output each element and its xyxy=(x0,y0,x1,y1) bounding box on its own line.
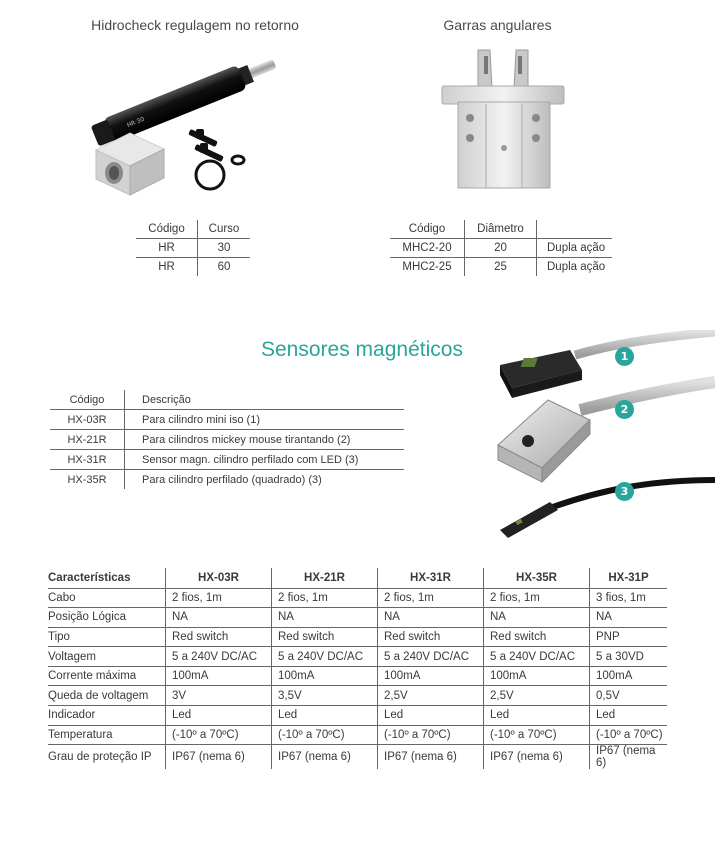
spec-cell: Led xyxy=(484,706,590,726)
spec-cell: Led xyxy=(378,706,484,726)
col-codigo: Código xyxy=(50,390,125,410)
spec-cell: 100mA xyxy=(166,666,272,686)
spec-cell: IP67 (nema 6) xyxy=(484,745,590,770)
col-tipo xyxy=(537,220,613,238)
spec-cell: (-10º a 70ºC) xyxy=(484,725,590,745)
cell: HX-31R xyxy=(50,450,125,470)
spec-cell: 100mA xyxy=(590,666,668,686)
badge-1: 1 xyxy=(615,347,634,366)
spec-row xyxy=(48,666,667,686)
spec-cell: 3V xyxy=(166,686,272,706)
spec-cell: Red switch xyxy=(484,627,590,647)
badge-3: 3 xyxy=(615,482,634,501)
spec-cell: Led xyxy=(590,706,668,726)
spec-cell: Led xyxy=(166,706,272,726)
spec-cell: 2 fios, 1m xyxy=(378,588,484,608)
spec-cell: NA xyxy=(484,608,590,628)
spec-header: HX-21R xyxy=(272,568,378,588)
cell: MHC2-25 xyxy=(402,260,452,273)
spec-header: HX-31P xyxy=(590,568,668,588)
gripper-image xyxy=(438,48,568,198)
col-curso: Curso xyxy=(198,220,251,238)
spec-cell: 5 a 30VD xyxy=(590,647,668,667)
spec-header: HX-31R xyxy=(378,568,484,588)
col-descricao: Descrição xyxy=(125,390,405,410)
spec-cell: IP67 (nema 6) xyxy=(378,745,484,770)
spec-label: Tipo xyxy=(48,627,166,647)
col-diametro: Diâmetro xyxy=(465,220,537,238)
spec-cell: 100mA xyxy=(272,666,378,686)
spec-header: Características xyxy=(48,568,166,588)
spec-cell: Red switch xyxy=(166,627,272,647)
cell: HR xyxy=(158,260,175,273)
spec-cell: 3,5V xyxy=(272,686,378,706)
grippers-title: Garras angulares xyxy=(443,17,552,33)
spec-cell: 3 fios, 1m xyxy=(590,588,668,608)
cell: Para cilindros mickey mouse tirantando (2) xyxy=(125,430,405,450)
spec-row xyxy=(48,608,667,628)
spec-cell: 2,5V xyxy=(378,686,484,706)
spec-label: Cabo xyxy=(48,588,166,608)
cell: 30 xyxy=(198,238,251,257)
spec-cell: 5 a 240V DC/AC xyxy=(272,647,378,667)
spec-row xyxy=(48,706,667,726)
spec-cell: 5 a 240V DC/AC xyxy=(378,647,484,667)
spec-cell: 2 fios, 1m xyxy=(272,588,378,608)
spec-cell: 5 a 240V DC/AC xyxy=(166,647,272,667)
col-codigo: Código xyxy=(136,220,198,238)
spec-cell: NA xyxy=(378,608,484,628)
spec-label: Indicador xyxy=(48,706,166,726)
spec-cell: 5 a 240V DC/AC xyxy=(484,647,590,667)
svg-text:HR·30: HR·30 xyxy=(125,115,146,130)
sensors-image xyxy=(490,330,715,545)
spec-row xyxy=(48,647,667,667)
spec-cell: NA xyxy=(272,608,378,628)
spec-label: Temperatura xyxy=(48,725,166,745)
spec-cell: 2 fios, 1m xyxy=(484,588,590,608)
cell: Para cilindro mini iso (1) xyxy=(125,410,405,430)
spec-header: HX-03R xyxy=(166,568,272,588)
cell: 60 xyxy=(198,257,251,276)
spec-row xyxy=(48,627,667,647)
spec-cell: (-10º a 70ºC) xyxy=(272,725,378,745)
spec-cell: IP67 (nema 6) xyxy=(590,745,668,770)
spec-label: Grau de proteção IP xyxy=(48,751,152,764)
badge-2: 2 xyxy=(615,400,634,419)
spec-label: Queda de voltagem xyxy=(48,686,166,706)
hydrocheck-image xyxy=(88,55,298,205)
grippers-table xyxy=(390,220,612,276)
hydrocheck-table xyxy=(136,220,250,276)
spec-cell: 2,5V xyxy=(484,686,590,706)
specs-table xyxy=(48,568,667,769)
spec-cell: IP67 (nema 6) xyxy=(272,745,378,770)
spec-cell: (-10º a 70ºC) xyxy=(166,725,272,745)
cell: MHC2-20 xyxy=(390,238,465,257)
spec-row xyxy=(48,588,667,608)
cell: HR xyxy=(136,238,198,257)
spec-cell: Led xyxy=(272,706,378,726)
cell: Dupla ação xyxy=(537,257,613,276)
sensors-table xyxy=(50,390,404,489)
cell: 25 xyxy=(465,257,537,276)
spec-cell: (-10º a 70ºC) xyxy=(590,725,668,745)
spec-cell: 100mA xyxy=(484,666,590,686)
spec-header: HX-35R xyxy=(484,568,590,588)
cell: Para cilindro perfilado (quadrado) (3) xyxy=(125,470,405,490)
spec-cell: Red switch xyxy=(378,627,484,647)
spec-cell: NA xyxy=(166,608,272,628)
hydrocheck-title: Hidrocheck regulagem no retorno xyxy=(91,17,299,33)
spec-row xyxy=(48,686,667,706)
cell: HX-21R xyxy=(50,430,125,450)
spec-cell: IP67 (nema 6) xyxy=(166,745,272,770)
sensors-title: Sensores magnéticos xyxy=(261,338,463,361)
spec-cell: 0,5V xyxy=(590,686,668,706)
cell: HX-03R xyxy=(50,410,125,430)
cell: HX-35R xyxy=(67,473,107,486)
spec-cell: 2 fios, 1m xyxy=(166,588,272,608)
spec-cell: PNP xyxy=(590,627,668,647)
spec-cell: Red switch xyxy=(272,627,378,647)
spec-label: Voltagem xyxy=(48,647,166,667)
spec-row xyxy=(48,745,667,770)
spec-cell: NA xyxy=(590,608,668,628)
spec-cell: 100mA xyxy=(378,666,484,686)
spec-label: Posição Lógica xyxy=(48,608,166,628)
spec-row xyxy=(48,725,667,745)
spec-cell: (-10º a 70ºC) xyxy=(378,725,484,745)
cell: Dupla ação xyxy=(537,238,613,257)
col-codigo: Código xyxy=(390,220,465,238)
spec-label: Corrente máxima xyxy=(48,666,166,686)
cell: Sensor magn. cilindro perfilado com LED (3) xyxy=(125,450,405,470)
cell: 20 xyxy=(465,238,537,257)
